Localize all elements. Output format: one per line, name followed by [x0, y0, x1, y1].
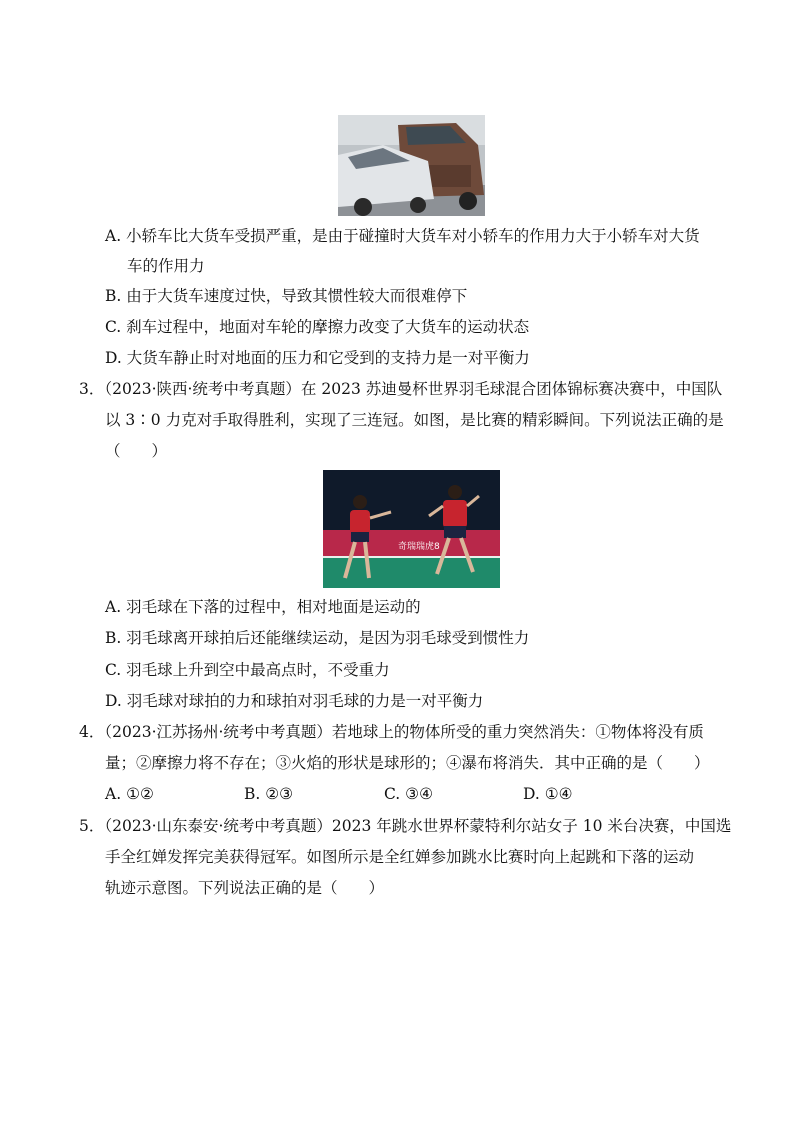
q2-option-d: D. 大货车静止时对地面的压力和它受到的支持力是一对平衡力	[105, 349, 530, 367]
q3-option-a: A. 羽毛球在下落的过程中，相对地面是运动的	[105, 598, 421, 616]
q3-option-c: C. 羽毛球上升到空中最高点时，不受重力	[105, 661, 390, 679]
car-collision-photo	[338, 115, 485, 216]
q3-answer-bracket: （ ）	[105, 442, 168, 460]
q4-option-a: A. ①②	[105, 785, 154, 803]
q3-option-b: B. 羽毛球离开球拍后还能继续运动，是因为羽毛球受到惯性力	[105, 629, 530, 647]
court-banner-text: 奇瑞瑞虎8	[398, 542, 440, 552]
badminton-photo	[323, 470, 500, 588]
q3-option-d: D. 羽毛球对球拍的力和球拍对羽毛球的力是一对平衡力	[105, 692, 484, 710]
q2-option-b: B. 由于大货车速度过快，导致其惯性较大而很难停下	[105, 287, 468, 305]
q2-option-a-cont: 车的作用力	[127, 257, 205, 275]
q5-stem-line2: 手全红婵发挥完美获得冠军。如图所示是全红婵参加跳水比赛时向上起跳和下落的运动	[105, 848, 695, 866]
q2-option-a: A. 小轿车比大货车受损严重，是由于碰撞时大货车对小轿车的作用力大于小轿车对大货	[105, 227, 700, 245]
q4-option-b: B. ②③	[244, 785, 294, 803]
q4-option-c: C. ③④	[384, 785, 433, 803]
q5-stem-line1: 5．（2023·山东泰安·统考中考真题）2023 年跳水世界杯蒙特利尔站女子 10 米台决赛，中国选	[79, 817, 732, 835]
q4-stem-line1: 4．（2023·江苏扬州·统考中考真题）若地球上的物体所受的重力突然消失：①物体将没有质	[79, 723, 704, 741]
q2-option-c: C. 刹车过程中，地面对车轮的摩擦力改变了大货车的运动状态	[105, 318, 530, 336]
q4-option-d: D. ①④	[523, 785, 573, 803]
q4-stem-line2: 量；②摩擦力将不存在；③火焰的形状是球形的；④瀑布将消失．其中正确的是（ ）	[105, 754, 710, 772]
q3-stem-line1: 3．（2023·陕西·统考中考真题）在 2023 苏迪曼杯世界羽毛球混合团体锦标赛决赛中，中国队	[79, 380, 723, 398]
q3-stem-line2: 以 3∶0 力克对手取得胜利，实现了三连冠。如图，是比赛的精彩瞬间。下列说法正确的是	[105, 411, 724, 429]
q5-stem-line3: 轨迹示意图。下列说法正确的是（ ）	[105, 879, 385, 897]
